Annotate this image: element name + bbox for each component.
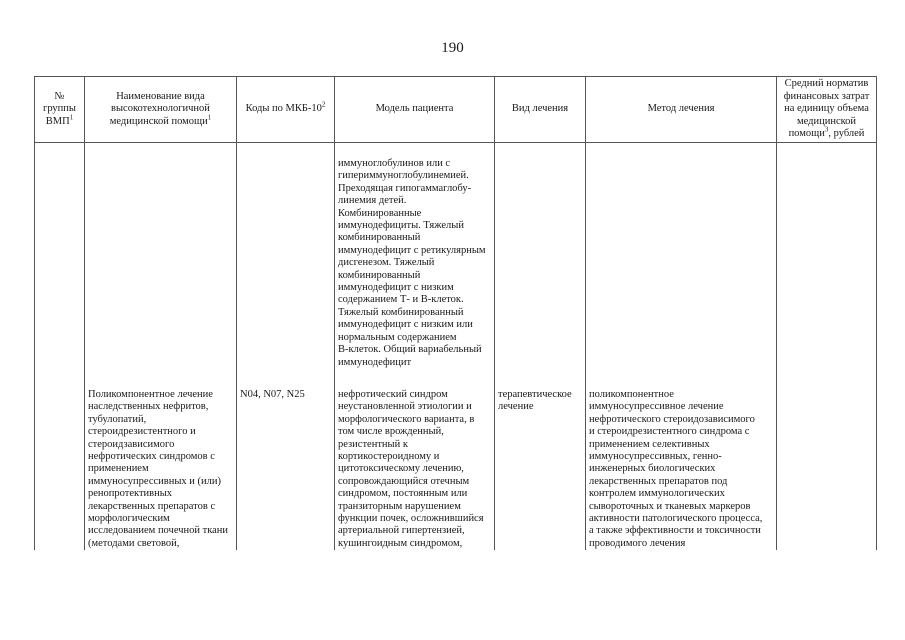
header-group-number: № группы ВМП$^1$	[35, 77, 85, 143]
header-treatment-method: Метод лечения	[586, 77, 777, 143]
header-patient-model: Модель пациента	[335, 77, 495, 143]
nephrotic-syndrome-row	[35, 389, 877, 550]
treatment-method: поликомпонентное иммуносупрессивное лечение нефротического стероидозависимого и стероидрезистентного синдрома с применением селективных иммуносупрессивных, генно- инженерных биологических лекарственных препаратов под контролем иммунологических сывороточных и тканевых маркеров активности патологического процесса, а также эффективности и токсичности проводимого лечения	[586, 389, 777, 550]
patient-model: нефротический синдром неустановленной этиологии и морфологического варианта, в том числе врожденный, резистентный к кортикостероидному и цитотоксическому лечению, сопровождающийся отечным синдромом, постоянным или транзиторным нарушением функции почек, осложнившийся артериальной гипертензией, кушингоидным синдромом,	[335, 389, 495, 550]
header-treatment-type: Вид лечения	[495, 77, 586, 143]
header-row	[35, 77, 877, 143]
spacer-row	[35, 143, 877, 159]
continuation-row	[35, 158, 877, 389]
cost-standard	[777, 389, 877, 550]
treatment-type: терапевтическое лечение	[495, 389, 586, 550]
header-cost-standard: Средний норматив финансовых затрат на единицу объема медицинской помощи$^3$, рублей	[777, 77, 877, 143]
patient-model-continued: иммуноглобулинов или с гипериммуноглобулинемией. Преходящая гипогаммаглобу- линемия детей. Комбинированные иммунодефициты. Тяжелый комбинированный иммунодефицит с ретикулярным дисгенезом. Тяжелый комбинированный иммунодефицит с низким содержанием Т- и В-клеток. Тяжелый комбинированный иммунодефицит с низким или нормальным содержанием В-клеток. Общий вариабельный иммунодефицит	[335, 158, 495, 389]
icd-codes: N04, N07, N25	[237, 389, 335, 550]
care-type-name: Поликомпонентное лечение наследственных нефритов, тубулопатий, стероидрезистентного и стероидзависимого нефротических синдромов с применением иммуносупрессивных и (или) ренопротективных лекарственных препаратов с морфологическим исследованием почечной ткани (методами световой,	[85, 389, 237, 550]
header-icd-codes: Коды по МКБ-$10^2$	[237, 77, 335, 143]
page-number: 190	[441, 40, 464, 56]
header-care-type-name: Наименование вида высокотехнологичной медицинской помощи$^1$	[85, 77, 237, 143]
vmp-table	[34, 76, 877, 550]
